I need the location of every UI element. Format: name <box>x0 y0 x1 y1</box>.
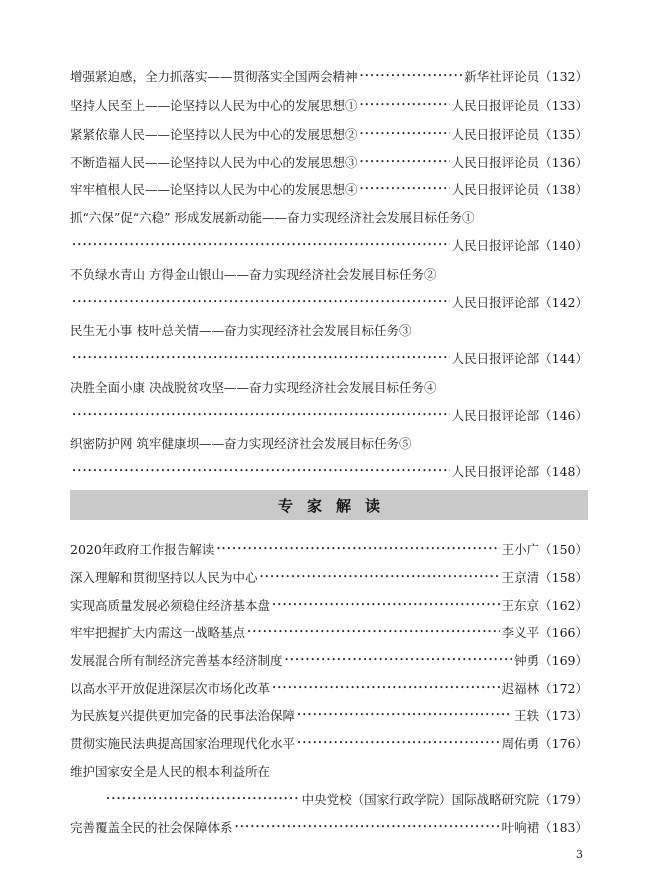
entry-title: 紧紧依靠人民——论坚持以人民为中心的发展思想② <box>70 127 358 142</box>
toc-entry[interactable] <box>70 537 588 561</box>
toc-entry[interactable] <box>70 177 588 201</box>
entry-author: 人民日报评论员（133） <box>451 98 588 113</box>
toc-entry[interactable] <box>70 565 588 589</box>
dot-leader <box>297 703 512 727</box>
toc-entry[interactable] <box>70 620 588 644</box>
dot-leader <box>72 290 450 314</box>
toc-entry[interactable] <box>70 93 588 117</box>
toc-entry[interactable] <box>70 648 588 672</box>
entry-title: 维护国家安全是人民的根本利益所在 <box>70 764 271 779</box>
entry-title: 坚持人民至上——论坚持以人民为中心的发展思想① <box>70 98 358 113</box>
entry-author: 中央党校（国家行政学院）国际战略研究院（179） <box>301 792 588 807</box>
dot-leader <box>360 122 450 146</box>
entry-author: 人民日报评论部（146） <box>451 408 588 423</box>
dot-leader <box>272 676 500 700</box>
dot-leader <box>360 93 450 117</box>
entry-title: 以高水平开放促进深层次市场化改革 <box>70 681 271 696</box>
toc-entry[interactable] <box>70 703 588 727</box>
entry-author: 人民日报评论员（136） <box>451 155 588 170</box>
dot-leader <box>106 787 300 811</box>
toc-entry-title-line[interactable] <box>70 759 588 783</box>
toc-entry-title-line[interactable] <box>70 262 588 286</box>
entry-author: 李义平（166） <box>501 625 588 640</box>
toc-entry-author-line[interactable] <box>70 233 588 257</box>
entry-author: 人民日报评论员（138） <box>451 182 588 197</box>
entry-title: 不负绿水青山 方得金山银山——奋力实现经济社会发展目标任务② <box>70 267 437 282</box>
dot-leader <box>72 346 450 370</box>
toc-entry-title-line[interactable] <box>70 205 588 229</box>
dot-leader <box>360 64 463 88</box>
toc-entry-title-line[interactable] <box>70 431 588 455</box>
toc-entry-author-line[interactable] <box>70 403 588 427</box>
entry-author: 王京清（158） <box>501 570 588 585</box>
toc-entry-author-line[interactable] <box>70 290 588 314</box>
dot-leader <box>72 403 450 427</box>
entry-author: 王东京（162） <box>501 598 588 613</box>
dot-leader <box>72 233 450 257</box>
entry-title: 2020年政府工作报告解读 <box>70 542 215 557</box>
dot-leader <box>72 459 450 483</box>
entry-title: 贯彻实施民法典提高国家治理现代化水平 <box>70 736 296 751</box>
entry-title: 完善覆盖全民的社会保障体系 <box>70 820 233 835</box>
dot-leader <box>272 593 500 617</box>
toc-entry[interactable] <box>70 593 588 617</box>
entry-author: 钟勇（169） <box>514 653 588 668</box>
entry-title: 民生无小事 枝叶总关情——奋力实现经济社会发展目标任务③ <box>70 323 412 338</box>
entry-author: 人民日报评论部（148） <box>451 464 588 479</box>
entry-author: 人民日报评论部（140） <box>451 238 588 253</box>
entry-author: 王轶（173） <box>514 708 588 723</box>
section-title: 专家解读 <box>277 496 394 515</box>
toc-entry-author-line[interactable] <box>70 459 588 483</box>
entry-title: 实现高质量发展必须稳住经济基本盘 <box>70 598 271 613</box>
entry-title: 为民族复兴提供更加完备的民事法治保障 <box>70 708 296 723</box>
entry-author: 人民日报评论部（142） <box>451 295 588 310</box>
dot-leader <box>260 565 500 589</box>
toc-entry[interactable] <box>70 122 588 146</box>
dot-leader <box>360 177 450 201</box>
toc-entry-author-line[interactable] <box>104 787 588 811</box>
entry-author: 王小广（150） <box>501 542 588 557</box>
entry-title: 抓“六保”促“六稳” 形成发展新动能——奋力实现经济社会发展目标任务① <box>70 210 475 225</box>
entry-title: 发展混合所有制经济完善基本经济制度 <box>70 653 283 668</box>
entry-title: 牢牢把握扩大内需这一战略基点 <box>70 625 246 640</box>
toc-entry-title-line[interactable] <box>70 318 588 342</box>
toc-entry[interactable] <box>70 150 588 174</box>
toc-entry[interactable] <box>70 64 588 88</box>
entry-title: 不断造福人民——论坚持以人民为中心的发展思想③ <box>70 155 358 170</box>
entry-title: 增强紧迫感，全力抓落实——贯彻落实全国两会精神 <box>70 69 358 84</box>
toc-entry[interactable] <box>70 676 588 700</box>
entry-author: 周佑勇（176） <box>501 736 588 751</box>
entry-author: 叶响裙（183） <box>501 820 588 835</box>
dot-leader <box>235 815 500 839</box>
entry-author: 迟福林（172） <box>501 681 588 696</box>
entry-author: 人民日报评论员（135） <box>451 127 588 142</box>
entry-author: 人民日报评论部（144） <box>451 351 588 366</box>
toc-entry[interactable] <box>70 731 588 755</box>
dot-leader <box>360 150 450 174</box>
dot-leader <box>285 648 513 672</box>
dot-leader <box>216 537 499 561</box>
dot-leader <box>297 731 500 755</box>
entry-title: 牢牢植根人民——论坚持以人民为中心的发展思想④ <box>70 182 358 197</box>
entry-title: 决胜全面小康 决战脱贫攻坚——奋力实现经济社会发展目标任务④ <box>70 380 437 395</box>
entry-title: 织密防护网 筑牢健康坝——奋力实现经济社会发展目标任务⑤ <box>70 436 412 451</box>
dot-leader <box>247 620 500 644</box>
section-header-expert-interpretation <box>70 490 588 520</box>
toc-entry[interactable] <box>70 815 588 839</box>
entry-title: 深入理解和贯彻坚持以人民为中心 <box>70 570 258 585</box>
page-number: 3 <box>576 848 583 861</box>
toc-entry-author-line[interactable] <box>70 346 588 370</box>
toc-entry-title-line[interactable] <box>70 375 588 399</box>
entry-author: 新华社评论员（132） <box>464 69 588 84</box>
